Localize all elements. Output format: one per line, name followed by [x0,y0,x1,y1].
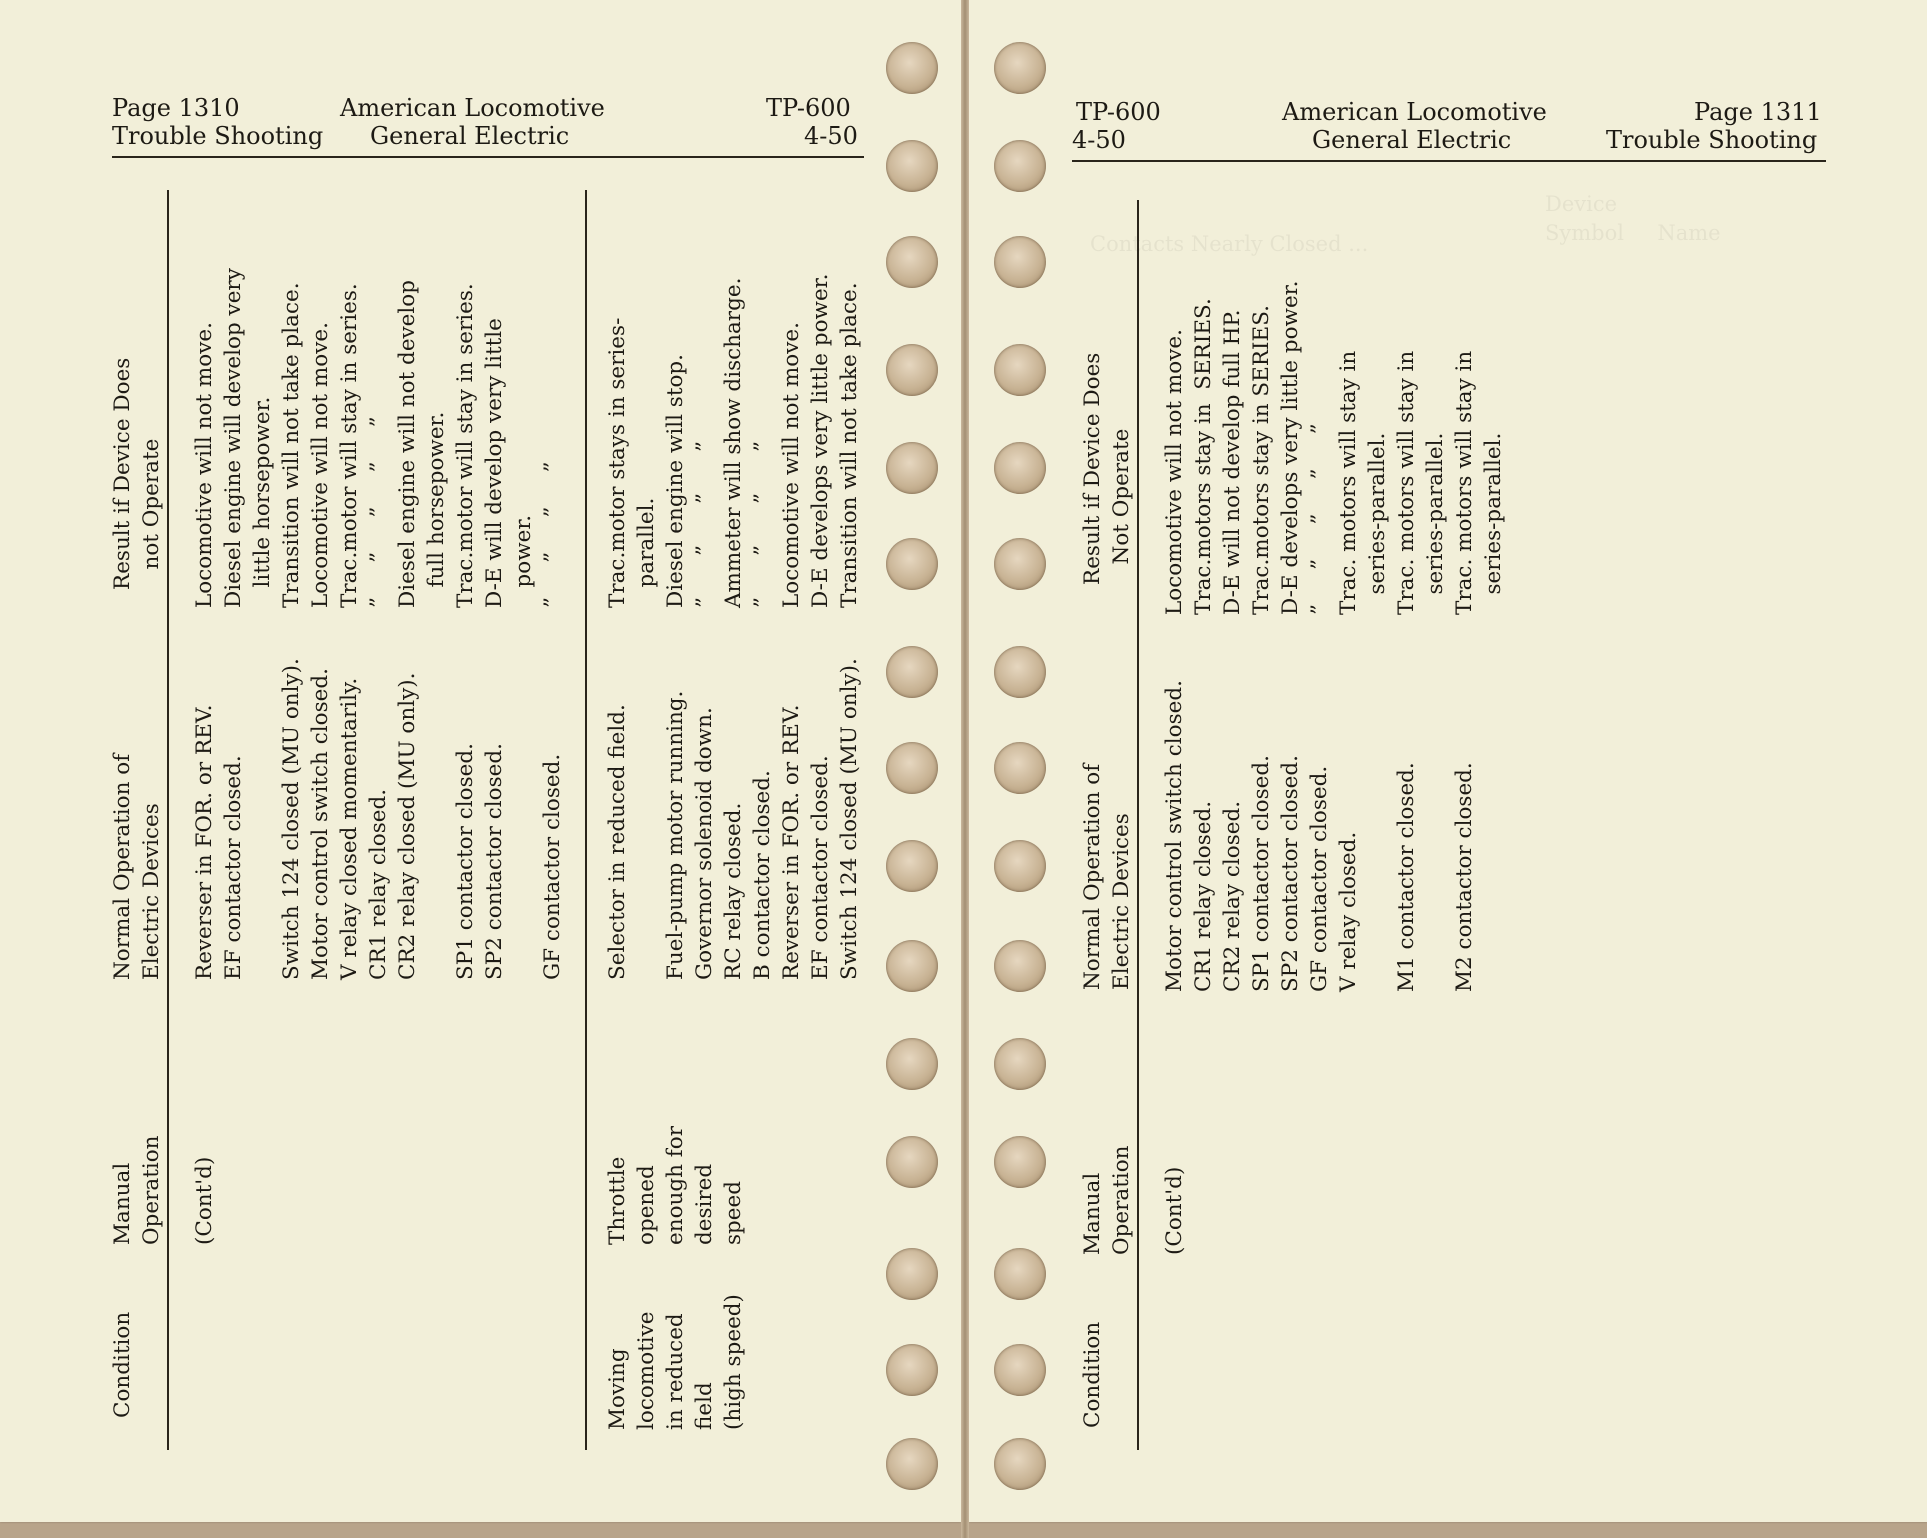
right-header-rule [1072,160,1826,162]
binder-hole [994,940,1046,992]
left-page-number: Page 1310 [112,94,240,122]
row-1-manual: (Cont'd) [192,1156,217,1245]
binding-spine [961,0,969,1538]
binder-hole [886,1344,938,1396]
row-2-condition: Moving locomotive in reduced field (high speed) [605,1294,746,1430]
row-2-manual: Throttle opened enough for desired speed [605,1126,746,1245]
col-result-header: Result if Device Does not Operate [110,357,164,590]
right-maker-1: American Locomotive [1282,98,1547,126]
binder-hole [994,538,1046,590]
right-page-number: Page 1311 [1694,98,1822,126]
right-doc-number: TP-600 [1076,98,1161,126]
left-doc-number: TP-600 [766,94,851,122]
binder-hole [886,940,938,992]
binder-hole [994,344,1046,396]
column-header-rule [1137,200,1139,1450]
row-1-result: Locomotive will not move. Trac.motors stay in SERIES. D-E will not develop full HP. Trac.motors stay in SERIES. D-E develops very little power. ” ” ” ” ” Trac. motors will stay in series-parallel. Trac. motors will stay in series-parallel. Trac. motors will stay in series-parallel. [1162,280,1506,615]
binder-hole [994,1438,1046,1490]
col-normal-header: Normal Operation of Electric Devices [110,753,164,980]
left-header-rule [112,156,864,158]
binder-hole [994,236,1046,288]
col-result-header: Result if Device Does Not Operate [1080,352,1134,585]
right-maker-2: General Electric [1312,126,1512,154]
binder-hole [994,646,1046,698]
row-1-result: Locomotive will not move. Diesel engine will develop very little horsepower. Transition will not take place. Locomotive will not move. Trac.motor will stay in series. ” ” ” ” ” Diesel engine will not develop full horsepower. Trac.motor will stay in series. D-E will develop very little power. ” ” ” ” [192,268,565,608]
binder-hole [994,1136,1046,1188]
right-doc-date: 4-50 [1072,126,1126,154]
binder-hole [994,140,1046,192]
bleed-through-text: Device Symbol Name [1545,192,1721,245]
row-1-manual: (Cont'd) [1162,1166,1187,1255]
right-section-title: Trouble Shooting [1606,126,1818,154]
binder-hole [994,840,1046,892]
binder-hole [886,840,938,892]
binder-hole [886,742,938,794]
binder-hole [994,42,1046,94]
binder-hole [886,344,938,396]
left-table [105,190,862,1450]
binder-hole [886,1248,938,1300]
binder-hole [994,442,1046,494]
binder-hole [886,646,938,698]
binder-hole [886,1038,938,1090]
binder-hole [886,236,938,288]
binder-hole [886,42,938,94]
binder-hole [994,742,1046,794]
col-manual-header: Manual Operation [110,1135,164,1245]
binder-hole [886,1136,938,1188]
bleed-through-text-2: Contacts Nearly Closed ... [1090,232,1369,256]
binder-hole [994,1344,1046,1396]
column-header-rule [167,190,169,1450]
row-1-normal: Motor control switch closed. CR1 relay closed. CR2 relay closed. SP1 contactor closed. SP2 contactor closed. GF contactor closed. V relay closed. M1 contactor closed. M2 contactor closed. [1162,680,1477,992]
left-maker-2: General Electric [370,122,570,150]
binder-hole [886,140,938,192]
col-manual-header: Manual Operation [1080,1145,1134,1255]
binder-hole [886,538,938,590]
row-1-normal: Reverser in FOR. or REV. EF contactor closed. Switch 124 closed (MU only). Motor control switch closed. V relay closed momentarily. CR1 relay closed. CR2 relay closed (MU only). SP1 contactor closed. SP2 contactor closed. GF contactor closed. [192,658,565,980]
binder-hole [886,1438,938,1490]
block-rule [585,190,587,1450]
row-2-normal: Selector in reduced field. Fuel-pump motor running. Governor solenoid down. RC relay closed. B contactor closed. Reverser in FOR. or REV. EF contactor closed. Switch 124 closed (MU only). [605,658,862,980]
binder-hole [886,442,938,494]
row-2-result: Trac.motor stays in series- parallel. Diesel engine will stop. ” ” ” ” Ammeter will show discharge. ” ” ” ” Locomotive will not move. D-E develops very little power. Transition will not take place. [605,273,862,608]
col-normal-header: Normal Operation of Electric Devices [1080,763,1134,990]
left-maker-1: American Locomotive [340,94,605,122]
binder-hole [994,1248,1046,1300]
col-condition-header: Condition [1080,1321,1105,1428]
left-section-title: Trouble Shooting [112,122,324,150]
right-table [1075,200,1555,1450]
col-condition-header: Condition [110,1311,135,1418]
binder-hole [994,1038,1046,1090]
left-doc-date: 4-50 [804,122,858,150]
